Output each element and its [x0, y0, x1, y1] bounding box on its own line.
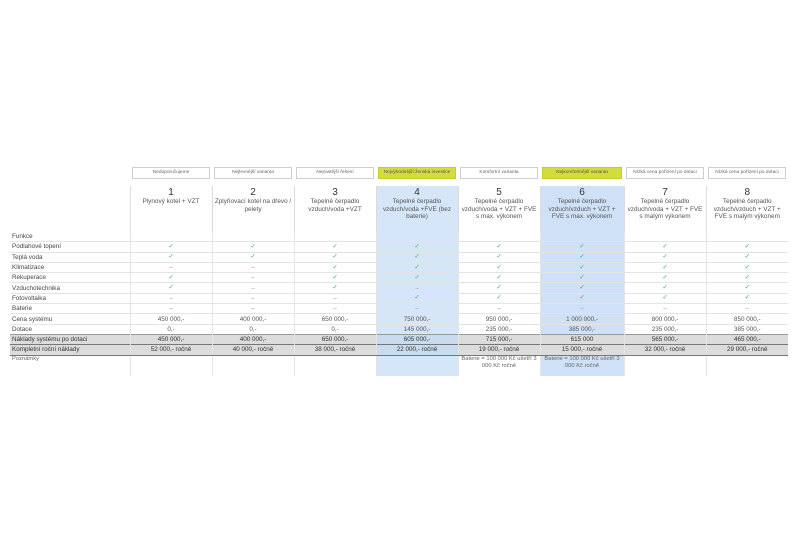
dash-mark: – [294, 293, 376, 303]
row-label: Klimatizace [10, 262, 130, 272]
check-icon: ✓ [376, 252, 458, 262]
variant-tag: Nejkomfortnější varianta [542, 167, 622, 179]
check-icon: ✓ [706, 252, 788, 262]
check-icon: ✓ [212, 252, 294, 262]
check-icon: ✓ [294, 242, 376, 252]
check-icon: ✓ [706, 242, 788, 252]
value-cell: 750 000,- [376, 314, 458, 324]
dash-mark: – [458, 304, 540, 314]
variant-header [212, 186, 294, 232]
check-icon: ✓ [540, 273, 624, 283]
value-cell: 145 000,- [376, 324, 458, 334]
variant-title: Tepelné čerpadlo vzduch/voda + VZT + FVE s max. výkonem [461, 198, 537, 221]
check-icon: ✓ [540, 252, 624, 262]
empty-cell [706, 232, 788, 242]
variant-tag: Nedoporučujeme [132, 167, 210, 179]
table-row [10, 355, 788, 376]
check-icon: ✓ [624, 242, 706, 252]
value-cell: 0,- [294, 324, 376, 334]
value-cell: Baterie = 100 000 Kč ušetří 3 000 Kč ročně [458, 355, 540, 376]
comparison-table [10, 166, 787, 376]
check-icon: ✓ [624, 273, 706, 283]
check-icon: ✓ [706, 273, 788, 283]
variant-header [706, 186, 788, 232]
check-icon: ✓ [376, 262, 458, 272]
dash-mark: – [212, 262, 294, 272]
variant-tag-cell [706, 166, 788, 180]
check-icon: ✓ [294, 283, 376, 293]
row-label: Kompletní roční náklady [10, 345, 130, 355]
table-row [10, 273, 788, 283]
value-cell: 29 000,- ročně [706, 345, 788, 355]
variant-title: Tepelné čerpadlo vzduch/voda + VZT + FVE s malým výkonem [627, 198, 703, 221]
value-cell: 40 000,- ročně [212, 345, 294, 355]
check-icon: ✓ [212, 242, 294, 252]
check-icon: ✓ [376, 293, 458, 303]
value-cell [212, 355, 294, 376]
table-row [10, 304, 788, 314]
value-cell: 22 000,- ročně [376, 345, 458, 355]
variant-tag: Komfortní varianta [460, 167, 538, 179]
table-row [10, 314, 788, 324]
variant-tag-cell [130, 166, 212, 180]
variant-header [294, 186, 376, 232]
dash-mark: – [212, 283, 294, 293]
check-icon: ✓ [458, 283, 540, 293]
value-cell: 385 000,- [540, 324, 624, 334]
value-cell: 235 000,- [624, 324, 706, 334]
variant-title: Tepelné čerpadlo vzduch/voda +FVE (bez baterie) [382, 198, 452, 221]
table-row [10, 334, 788, 344]
value-cell [624, 355, 706, 376]
variant-tag-cell [540, 166, 624, 180]
value-cell: 38 000,- ročně [294, 345, 376, 355]
check-icon: ✓ [624, 252, 706, 262]
variant-number: 8 [744, 187, 751, 198]
row-label: Poznámky [12, 355, 40, 362]
empty-cell [294, 232, 376, 242]
section-label: Funkce [12, 233, 33, 241]
check-icon: ✓ [706, 262, 788, 272]
variant-tag-cell [294, 166, 376, 180]
variant-tag-cell [212, 166, 294, 180]
variant-number: 3 [332, 187, 338, 198]
dash-mark: – [212, 293, 294, 303]
table-row [10, 345, 788, 355]
row-label: Podlahové topení [10, 242, 130, 252]
dash-mark: – [706, 304, 788, 314]
check-icon: ✓ [624, 293, 706, 303]
value-cell: 465 000,- [706, 334, 788, 344]
check-icon: ✓ [294, 262, 376, 272]
value-cell: 15 000,- ročně [540, 345, 624, 355]
variant-number: 6 [579, 187, 585, 198]
variant-tag: Nízká cena pořízení po dotaci [626, 167, 704, 179]
empty-cell [130, 232, 212, 242]
variant-tag: Nejlevnější varianta [214, 167, 292, 179]
value-cell: 400 000,- [212, 314, 294, 324]
variant-tag: Nízká cena pořízení po dotaci [708, 167, 786, 179]
check-icon: ✓ [540, 293, 624, 303]
variant-header [130, 186, 212, 232]
variant-number: 2 [250, 187, 256, 198]
value-cell: 605 000,- [376, 334, 458, 344]
dash-mark: – [624, 304, 706, 314]
row-label: Náklady systému po dotaci [10, 334, 130, 344]
value-cell: 385 000,- [706, 324, 788, 334]
check-icon: ✓ [458, 242, 540, 252]
check-icon: ✓ [130, 242, 212, 252]
check-icon: ✓ [376, 273, 458, 283]
value-cell [376, 355, 458, 376]
check-icon: ✓ [706, 293, 788, 303]
value-cell [294, 355, 376, 376]
table-row [10, 283, 788, 293]
variant-number: 1 [168, 187, 174, 198]
row-label: Teplá voda [10, 252, 130, 262]
value-cell: Baterie = 100 000 Kč ušetří 3 000 Kč ročně [540, 355, 624, 376]
value-cell: 32 000,- ročně [624, 345, 706, 355]
variant-tag-cell [458, 166, 540, 180]
value-cell [130, 355, 212, 376]
empty-cell [540, 232, 624, 242]
row-label: Vzduchotechnika [10, 283, 130, 293]
table-row [10, 293, 788, 303]
value-cell: 650 000,- [294, 314, 376, 324]
check-icon: ✓ [130, 283, 212, 293]
check-icon: ✓ [294, 273, 376, 283]
value-cell: 235 000,- [458, 324, 540, 334]
variant-header [376, 186, 458, 232]
variant-title: Tepelné čerpadlo vzduch/voda +VZT [308, 198, 362, 213]
value-cell: 1 000 000,- [540, 314, 624, 324]
check-icon: ✓ [458, 273, 540, 283]
value-cell: 565 000,- [624, 334, 706, 344]
check-icon: ✓ [294, 252, 376, 262]
value-cell: 950 000,- [458, 314, 540, 324]
table-row [10, 262, 788, 272]
value-cell [706, 355, 788, 376]
variant-header [458, 186, 540, 232]
value-cell: 650 000,- [294, 334, 376, 344]
value-cell: 400 000,- [212, 334, 294, 344]
empty-cell [376, 232, 458, 242]
value-cell: 450 000,- [130, 314, 212, 324]
variant-number: 4 [414, 187, 420, 198]
check-icon: ✓ [706, 283, 788, 293]
check-icon: ✓ [130, 252, 212, 262]
variant-title: Zplyňovací kotel na dřevo / pelety [214, 198, 292, 213]
variant-title: Plynový kotel + VZT [142, 198, 200, 205]
check-icon: ✓ [540, 283, 624, 293]
dash-mark: – [130, 293, 212, 303]
check-icon: ✓ [540, 242, 624, 252]
dash-mark: – [376, 283, 458, 293]
tags-label-cell [10, 166, 130, 180]
variant-number: 5 [496, 187, 502, 198]
variant-title: Tepelné čerpadlo vzduch/vzduch + VZT + FVE s max. výkonem [548, 198, 616, 221]
value-cell: 52 000,- ročně [130, 345, 212, 355]
dash-mark: – [212, 273, 294, 283]
value-cell: 450 000,- [130, 334, 212, 344]
check-icon: ✓ [376, 242, 458, 252]
empty-cell [458, 232, 540, 242]
value-cell: 19 000,- ročně [458, 345, 540, 355]
variant-title: Tepelné čerpadlo vzduch/vzduch + VZT + FVE s malým výkonem [713, 198, 781, 221]
value-cell: 800 000,- [624, 314, 706, 324]
empty-cell [624, 232, 706, 242]
variant-tag-cell [624, 166, 706, 180]
variant-header [540, 186, 624, 232]
row-label: Rekuperace [10, 273, 130, 283]
dash-mark: – [212, 304, 294, 314]
table-row [10, 324, 788, 334]
variant-tag: Nejvýhodnější ženská investice [378, 167, 456, 179]
empty-cell [212, 232, 294, 242]
variant-number: 7 [662, 187, 668, 198]
check-icon: ✓ [458, 252, 540, 262]
header-label-cell [10, 186, 130, 232]
row-label: Baterie [10, 304, 130, 314]
dash-mark: – [294, 304, 376, 314]
variant-header [624, 186, 706, 232]
dash-mark: – [540, 304, 624, 314]
row-label: Fotovoltaika [10, 293, 130, 303]
row-label: Cena systému [10, 314, 130, 324]
check-icon: ✓ [130, 273, 212, 283]
dash-mark: – [130, 262, 212, 272]
value-cell: 0,- [130, 324, 212, 334]
row-label: Dotace [10, 324, 130, 334]
check-icon: ✓ [458, 262, 540, 272]
check-icon: ✓ [624, 283, 706, 293]
dash-mark: – [376, 304, 458, 314]
variant-tag: Nejrastější řešení [296, 167, 374, 179]
check-icon: ✓ [540, 262, 624, 272]
value-cell: 850 000,- [706, 314, 788, 324]
table-row [10, 242, 788, 252]
dash-mark: – [130, 304, 212, 314]
value-cell: 715 000,- [458, 334, 540, 344]
check-icon: ✓ [458, 293, 540, 303]
variant-tag-cell [376, 166, 458, 180]
check-icon: ✓ [624, 262, 706, 272]
value-cell: 615 000 [540, 334, 624, 344]
value-cell: 0,- [212, 324, 294, 334]
table-row [10, 252, 788, 262]
